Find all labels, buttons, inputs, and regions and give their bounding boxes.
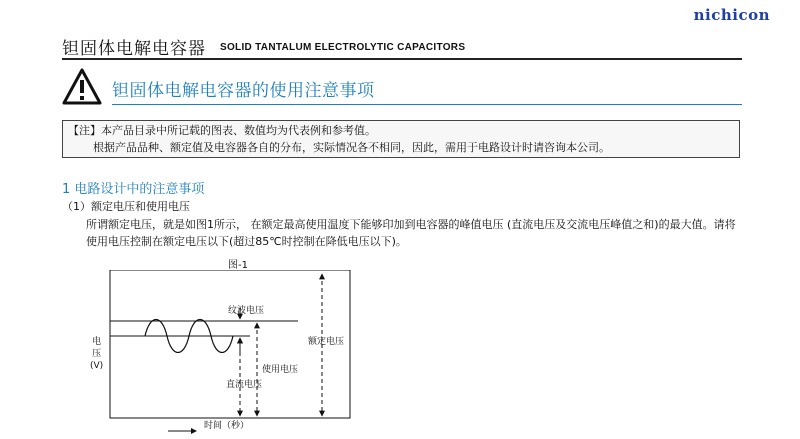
y-axis-label-2: 压 [92,349,102,359]
page-header [62,34,742,60]
y-axis-label-1: 电 [92,337,102,347]
notice-box [62,120,740,158]
figure-label: 图-1 [228,260,248,271]
section-paragraph: 所谓额定电压，就是如图1所示， 在额定最高使用温度下能够印加到电容器的峰值电压 (直流电压及交流电压峰值之和)的最大值。请将使用电压控制在额定电压以下(超过85℃时控制在降低电压以下)。 [86,218,736,248]
warning-triangle-icon [62,68,102,106]
warning-title: 钽固体电解电容器的使用注意事项 [112,81,375,101]
section-heading: 1 电路设计中的注意事项 [62,182,205,197]
x-axis-label: 时间（秒） [204,421,250,431]
dc-voltage-label: 直流电压 [226,380,263,390]
notice-line-1: 【注】本产品目录中所记载的图表、数值均为代表例和参考值。 [68,124,376,137]
x-axis-arrow [168,420,198,428]
section-subheading: （1）额定电压和使用电压 [62,200,190,213]
nichicon-logo: nichicon [693,6,770,24]
notice-line-2: 根据产品品种、额定值及电容器各自的分布，实际情况各不相同，因此，需用于电路设计时请咨询本公司。 [93,141,610,154]
rated-voltage-label: 额定电压 [308,337,345,347]
header-title-zh: 钽固体电解电容器 [62,39,206,59]
y-axis-label [90,336,103,372]
operating-voltage-label: 使用电压 [262,365,299,375]
warning-banner [62,68,742,108]
y-axis-unit: (V) [90,361,104,371]
ripple-voltage-label: 纹波电压 [228,306,265,316]
header-title-en: SOLID TANTALUM ELECTROLYTIC CAPACITORS [220,42,466,53]
warning-underline [112,104,742,105]
figure-1-diagram [100,270,400,430]
